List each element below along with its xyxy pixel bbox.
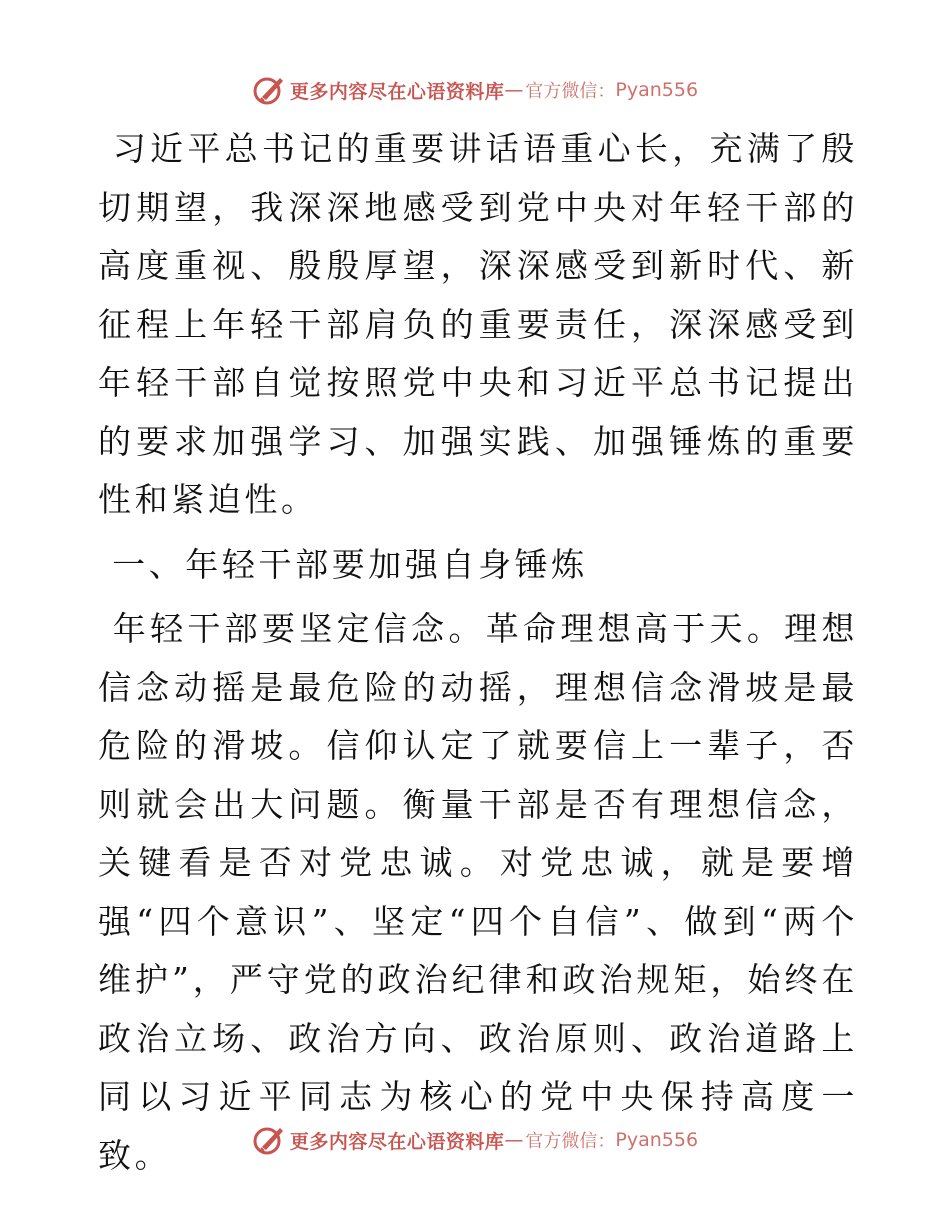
section-heading: 一、年轻干部要加强自身锤炼 (98, 544, 588, 584)
watermark-main-text: 更多内容尽在心语资料库 (289, 1130, 505, 1153)
paragraph-2: 年轻干部要坚定信念。革命理想高于天。理想信念动摇是最危险的动摇，理想信念滑坡是最危险的滑坡。信仰认定了就要信上一辈子，否则就会出大问题。衡量干部是否有理想信念，关键看是否对党忠诚。对党忠诚，就是要增强“四个意识”、坚定“四个自信”、做到“两个维护”，严守党的政治纪律和政治规矩，始终在政治立场、政治方向、政治原则、政治道路上同以习近平同志为核心的党中央保持高度一致。 (98, 609, 859, 1175)
watermark-separator: — (504, 1129, 524, 1151)
header-watermark (0, 72, 950, 108)
watermark-main-text: 更多内容尽在心语资料库 (289, 80, 505, 103)
watermark-wechat-label: 官方微信： (525, 1131, 616, 1152)
watermark-separator: — (504, 79, 524, 101)
footer-watermark (0, 1122, 950, 1158)
quill-pen-circle-icon (252, 73, 286, 107)
quill-pen-circle-icon (252, 1123, 286, 1157)
watermark-wechat-label: 官方微信： (525, 81, 616, 102)
paragraph-1: 习近平总书记的重要讲话语重心长，充满了殷切期望，我深深地感受到党中央对年轻干部的高度重视、殷殷厚望，深深感受到新时代、新征程上年轻干部肩负的重要责任，深深感受到年轻干部自觉按照党中央和习近平总书记提出的要求加强学习、加强实践、加强锤炼的重要性和紧迫性。 (98, 129, 859, 519)
watermark-wechat-id: Pyan556 (615, 79, 699, 101)
watermark-wechat-id: Pyan556 (615, 1129, 699, 1151)
document-body (98, 120, 858, 1185)
